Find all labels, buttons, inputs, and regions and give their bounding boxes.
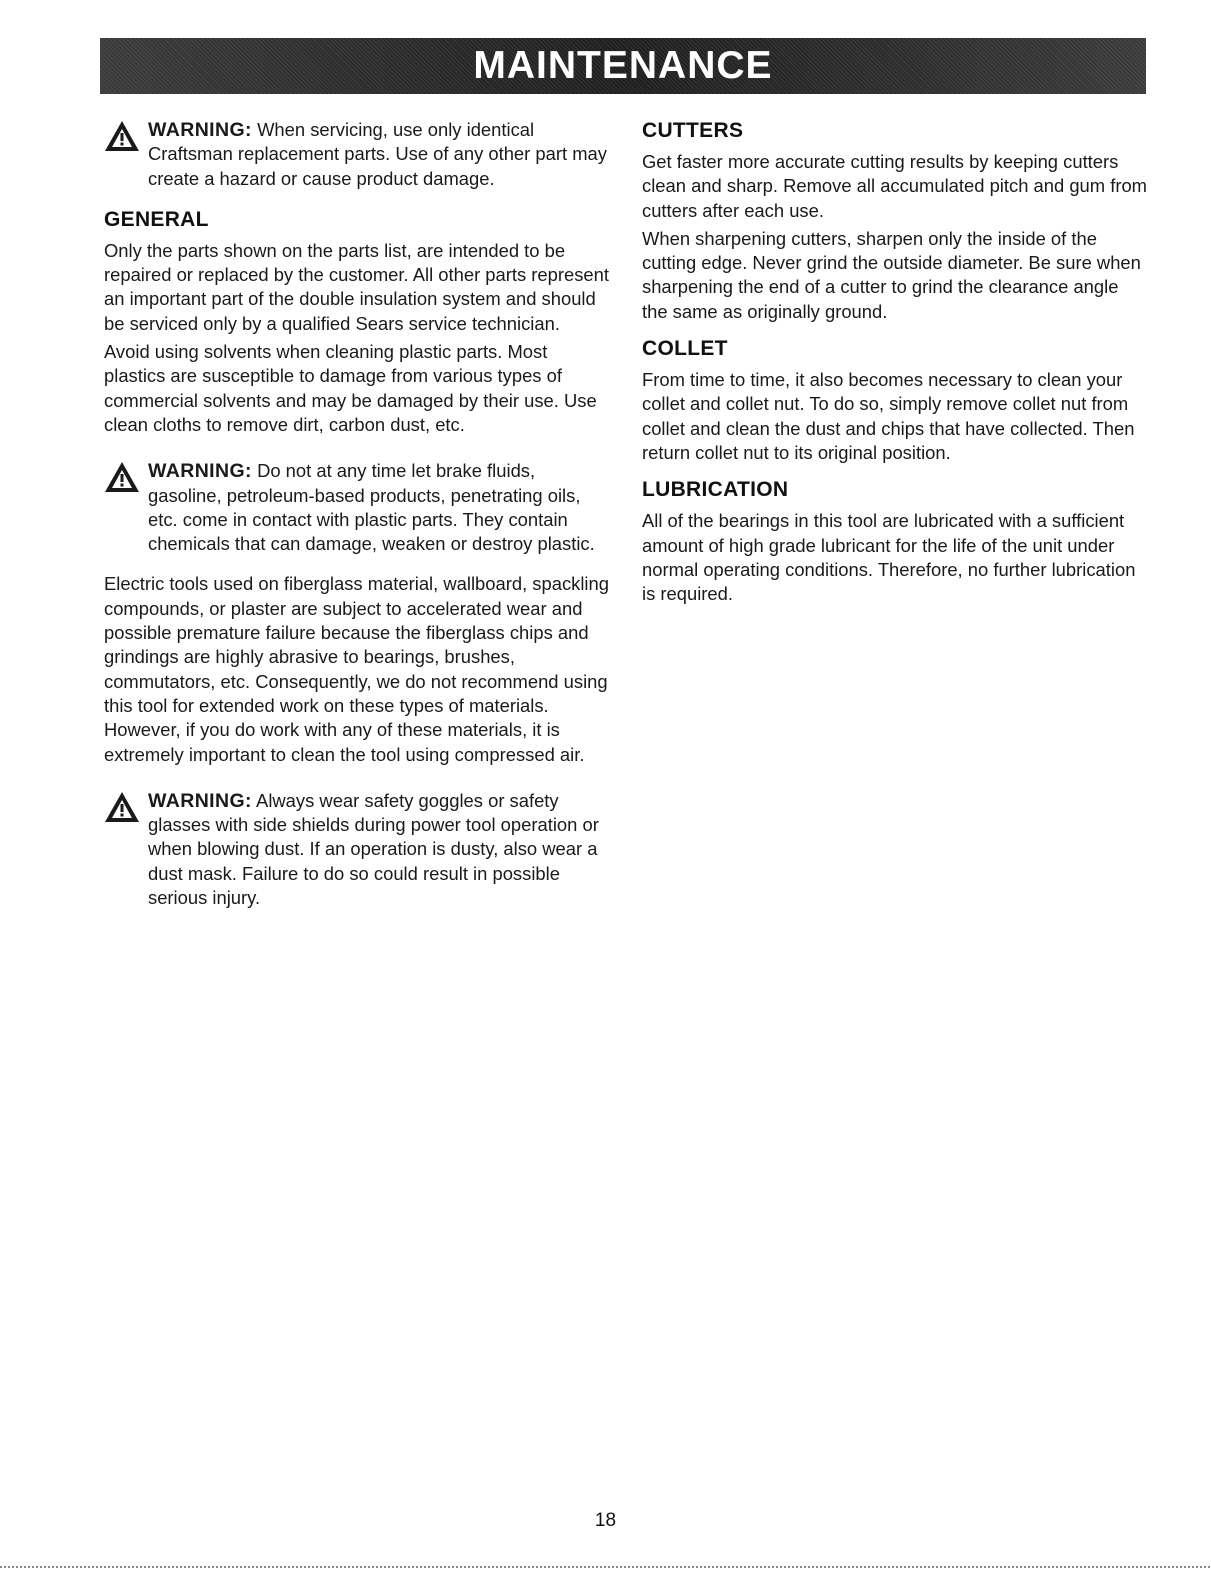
heading-lubrication: LUBRICATION bbox=[642, 478, 789, 502]
warning-triangle-icon bbox=[104, 791, 140, 823]
warning-message: When servicing, use only identical Craftsman replacement parts. Use of any other part may create a hazard or cause product damage. bbox=[148, 119, 607, 189]
warning-text bbox=[148, 789, 610, 910]
warning-triangle-icon bbox=[104, 461, 140, 493]
warning-message: Always wear safety goggles or safety glasses with side shields during power tool operation or when blowing dust. If an operation is dusty, also wear a dust mask. Failure to do so could result in possible serious injury. bbox=[148, 789, 599, 909]
collet-paragraph: From time to time, it also becomes necessary to clean your collet and collet nut. To do so, simply remove collet nut from collet and clean the dust and chips that have collected. Then return collet nut to its original position. bbox=[642, 369, 1135, 463]
warning-label: WARNING: bbox=[148, 119, 252, 141]
section-banner bbox=[100, 38, 1146, 94]
page-title: MAINTENANCE bbox=[473, 44, 773, 87]
warning-text bbox=[148, 118, 610, 191]
general-paragraph-1: Only the parts shown on the parts list, are intended to be repaired or replaced by the customer. All other parts represent an important part of the double insulation system and should be serviced only by a qualified Sears service technician. bbox=[104, 239, 609, 334]
warning-message: Do not at any time let brake fluids, gasoline, petroleum-based products, penetrating oils, etc. come in contact with plastic parts. They contain chemicals that can damage, weaken or destroy plastic. bbox=[148, 460, 595, 555]
warning-label: WARNING: bbox=[148, 789, 252, 812]
heading-collet: COLLET bbox=[642, 337, 728, 361]
warning-text bbox=[148, 459, 610, 556]
warning-label: WARNING: bbox=[148, 460, 252, 483]
fiberglass-paragraph: Electric tools used on fiberglass material, wallboard, spackling compounds, or plaster are subject to accelerated wear and possible premature failure because the fiberglass chips and grindings are highly abrasive to bearings, brushes, commutators, etc. Consequently, we do not recommend using this tool for extended work on these types of materials. However, if you do work with any of these materials, it is extremely important to clean the tool using compressed air. bbox=[104, 573, 609, 765]
warning-block-goggles bbox=[104, 789, 610, 910]
warning-block-servicing bbox=[104, 118, 610, 191]
cutters-paragraph-1: Get faster more accurate cutting results by keeping cutters clean and sharp. Remove all accumulated pitch and gum from cutters after each use. bbox=[642, 151, 1147, 221]
cutters-paragraph-2: When sharpening cutters, sharpen only the inside of the cutting edge. Never grind the outside diameter. Be sure when sharpening the end of a cutter to grind the clearance angle the same as originally ground. bbox=[642, 227, 1141, 322]
lubrication-paragraph: All of the bearings in this tool are lubricated with a sufficient amount of high grade lubricant for the life of the unit under normal operating conditions. Therefore, no further lubrication is required. bbox=[642, 510, 1136, 605]
warning-block-chemicals bbox=[104, 459, 610, 556]
page-number: 18 bbox=[594, 1510, 617, 1531]
general-paragraph-2: Avoid using solvents when cleaning plastic parts. Most plastics are susceptible to damage from various types of commercial solvents and may be damaged by their use. Use clean cloths to remove dirt, carbon dust, etc. bbox=[104, 341, 597, 435]
warning-triangle-icon bbox=[104, 120, 140, 152]
heading-cutters: CUTTERS bbox=[642, 119, 744, 142]
right-column bbox=[642, 118, 1148, 606]
left-column bbox=[104, 118, 610, 910]
heading-general: GENERAL bbox=[104, 207, 209, 231]
bottom-divider bbox=[0, 1566, 1211, 1568]
